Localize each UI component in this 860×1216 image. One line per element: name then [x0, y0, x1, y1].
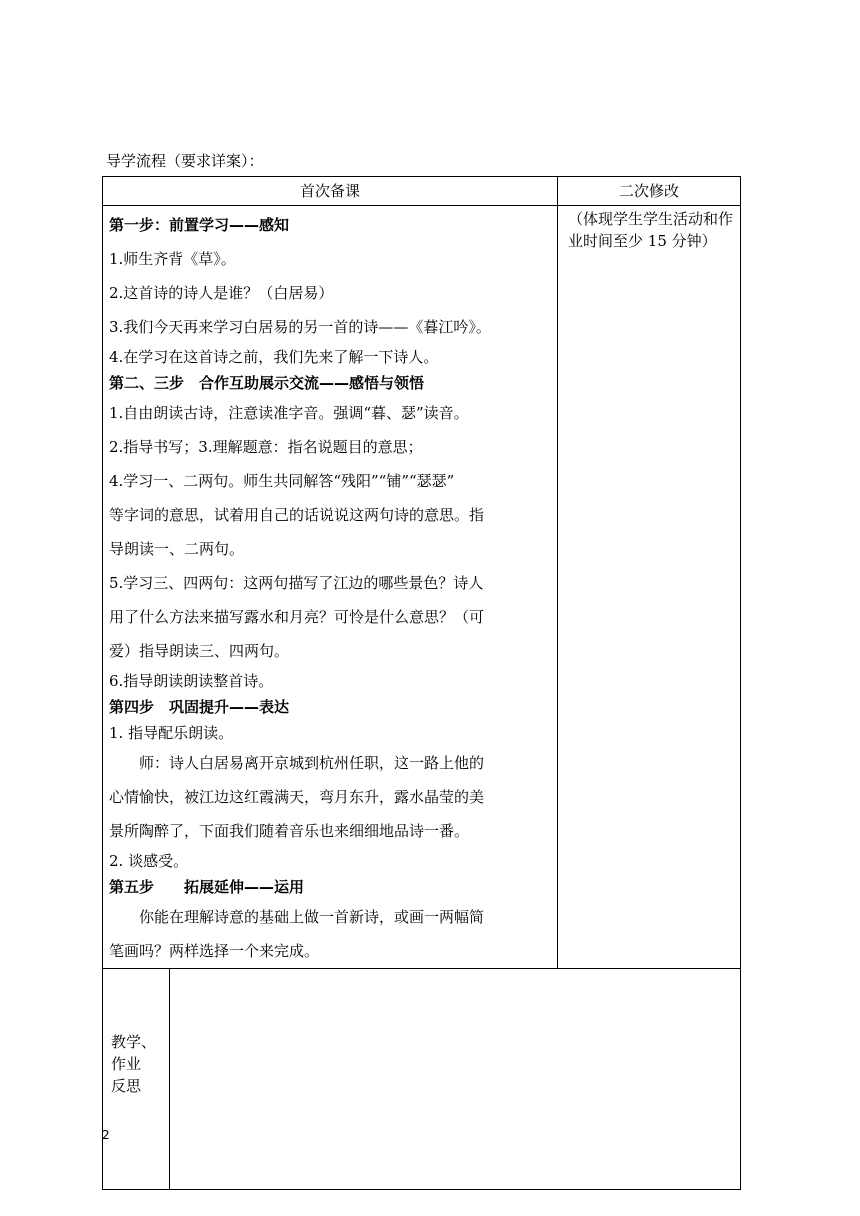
lesson-line: 你能在理解诗意的基础上做一首新诗，或画一两幅简: [139, 908, 485, 926]
page-intro: 导学流程（要求详案）：: [106, 152, 264, 170]
lesson-line: 4.学习一、二两句。师生共同解答“残阳”“铺”“瑟瑟”: [109, 472, 455, 490]
lesson-line: 用了什么方法来描写露水和月亮？可怜是什么意思？（可: [109, 608, 485, 626]
lesson-line: 2. 谈感受。: [109, 852, 189, 870]
step-heading: 第一步：前置学习——感知: [109, 216, 290, 234]
lesson-line: 5.学习三、四两句：这两句描写了江边的哪些景色？诗人: [109, 574, 484, 592]
lesson-line: 笔画吗？两样选择一个来完成。: [109, 942, 320, 960]
lesson-line: 4.在学习在这首诗之前，我们先来了解一下诗人。: [109, 348, 439, 366]
lesson-line: 3.我们今天再来学习白居易的另一首的诗——《暮江吟》。: [109, 318, 491, 336]
header-second-revision: 二次修改: [558, 177, 741, 206]
reflection-label: [103, 969, 170, 1190]
lesson-line: 2.指导书写；3.理解题意：指名说题目的意思；: [109, 438, 423, 456]
lesson-line: 导朗读一、二两句。: [109, 540, 245, 558]
lesson-line: 师：诗人白居易离开京城到杭州任职，这一路上他的: [139, 754, 485, 772]
lesson-steps: [109, 208, 553, 968]
lesson-line: 等字词的意思，试着用自己的话说说这两句诗的意思。指: [109, 506, 485, 524]
lesson-line: 6.指导朗读朗读整首诗。: [109, 672, 274, 690]
lesson-line: 1.师生齐背《草》。: [109, 250, 236, 268]
lesson-line: 爱）指导朗读三、四两句。: [109, 642, 290, 660]
lesson-line: 景所陶醉了，下面我们随着音乐也来细细地品诗一番。: [109, 822, 470, 840]
reflection-content[interactable]: [170, 969, 741, 1190]
lesson-line: 1. 指导配乐朗读。: [109, 724, 234, 742]
lesson-line: 2.这首诗的诗人是谁？（白居易）: [109, 284, 334, 302]
lesson-line: 心情愉快，被江边这红霞满天，弯月东升，露水晶莹的美: [109, 788, 485, 806]
step-heading: 第二、三步 合作互助展示交流——感悟与领悟: [109, 374, 425, 392]
reflection-label-line: 反思: [111, 1077, 142, 1095]
page-number: 2: [102, 1128, 110, 1142]
revision-note: （体现学生学生活动和作业时间至少 15 分钟）: [568, 210, 734, 250]
step-heading: 第五步 拓展延伸——运用: [109, 878, 305, 896]
header-first-prep: 首次备课: [103, 177, 558, 206]
lesson-plan-table: [102, 176, 741, 1190]
first-prep-content: [103, 206, 558, 969]
reflection-label-line: 作业: [111, 1055, 142, 1073]
step-heading: 第四步 巩固提升——表达: [109, 698, 290, 716]
revision-content: [558, 206, 741, 969]
reflection-label-line: 教学、: [111, 1033, 157, 1051]
lesson-line: 1.自由朗读古诗，注意读准字音。强调“暮、瑟”读音。: [109, 404, 469, 422]
